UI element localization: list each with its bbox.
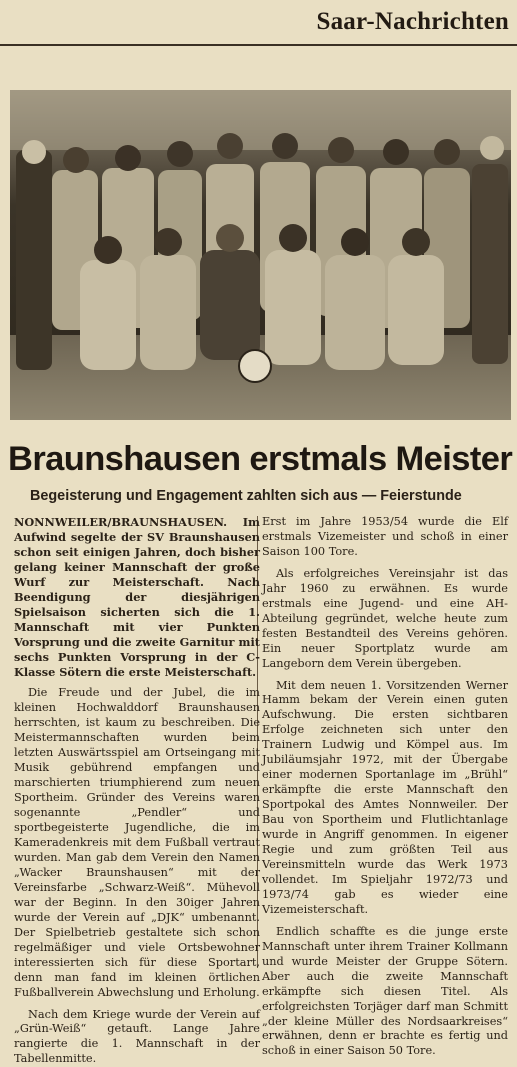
article-column-right xyxy=(262,515,508,971)
article-paragraph: Erst im Jahre 1953/54 wurde die Elf erstmals Vizemeister und schoß in einer Saison 100 Tore. xyxy=(262,515,508,560)
article-column-left xyxy=(14,515,260,971)
article-paragraph: Mit dem neuen 1. Vorsitzenden Werner Hamm bekam der Verein einen guten Aufschwung. Die ersten sichtbaren Erfolge zeichneten sich unter den Trainern Ludwig und Kömpel aus. Im Jubiläumsjahr 1972, mit der Übergabe einer modernen Sportanlage im „Brühl“ erkämpfte die erste Mannschaft den Sportpokal des Amtes Nonnweiler. Der Bau von Sportheim und Flutlichtanlage wurde in Angriff genommen. In eigener Regie und zum größten Teil aus Vereinsmitteln wurde das Werk 1973 vollendet. Im Spieljahr 1972/73 und 1973/74 gab es wieder eine Vizemeisterschaft. xyxy=(262,679,508,918)
article-paragraph: Nach dem Kriege wurde der Verein auf „Grün-Weiß“ getauft. Lange Jahre rangierte die 1. Mannschaft in der Tabellenmitte. xyxy=(14,1008,260,1067)
article-paragraph: Endlich schaffte es die junge erste Mannschaft unter ihrem Trainer Kollmann und wurde Meister der Gruppe Sötern. Aber auch die zweite Mannschaft erkämpfte sich diesen Titel. Als erfolgreichsten Torjäger darf man Schmitt „der kleine Müller des Nordsaarkreises“ erwähnen, denn er brachte es fertig und schoß in einer Saison 50 Tore. xyxy=(262,925,508,1060)
article-subheadline: Begeisterung und Engagement zahlten sich aus — Feierstunde xyxy=(30,488,462,504)
article-headline: Braunshausen erstmals Meister xyxy=(8,440,513,479)
section-header xyxy=(0,0,517,46)
article-paragraph: Als erfolgreiches Vereinsjahr ist das Jahr 1960 zu erwähnen. Es wurde erstmals eine Jugend- und eine AH-Abteilung gegründet, welche heute zum festen Bestandteil des Vereins gehören. Ein neuer Sportplatz wurde am Langeborn dem Verein übergeben. xyxy=(262,567,508,672)
article-lead: NONNWEILER/BRAUNSHAUSEN. Im Aufwind segelte der SV Braunshausen schon seit einigen Jahren, doch bisher gelang keiner Mannschaft der große Wurf zur Meisterschaft. Nach Beendigung der diesjährigen Spielsaison sicherten sich die 1. Mannschaft mit vier Punkten Vorsprung und die zweite Garnitur mit sechs Punkten Vorsprung in der C-Klasse Sötern die erste Meisterschaft. xyxy=(14,515,260,679)
team-photo-icon xyxy=(10,90,511,420)
section-title: Saar-Nachrichten xyxy=(316,8,509,36)
article-paragraph: Die Freude und der Jubel, die im kleinen Hochwalddorf Braunshausen herrschten, ist kaum zu beschreiben. Die Meistermannschaften wurden beim letzten Auswärtsspiel am Ortseingang mit Musik gebührend empfangen und marschierten triumphierend zum neuen Sportheim. Gründer des Vereins waren sogenannte „Pendler“ und sportbegeisterte Jugendliche, die im Kameradenkreis mit dem Fußball vertraut wurden. Man gab dem Verein den Namen „Wacker Braunshausen“ mit der Vereinsfarbe „Schwarz-Weiß“. Mühevoll war der Beginn. In den 30iger Jahren wurde der Verein auf „DJK“ umbenannt. Der Spielbetrieb gestaltete sich schon regelmäßiger und viele Ortsbewohner interessierten sich für diese Sportart, denn man fand im kleinen örtlichen Fußballverein Abwechslung und Erholung. xyxy=(14,686,260,1000)
team-photo xyxy=(10,90,511,420)
